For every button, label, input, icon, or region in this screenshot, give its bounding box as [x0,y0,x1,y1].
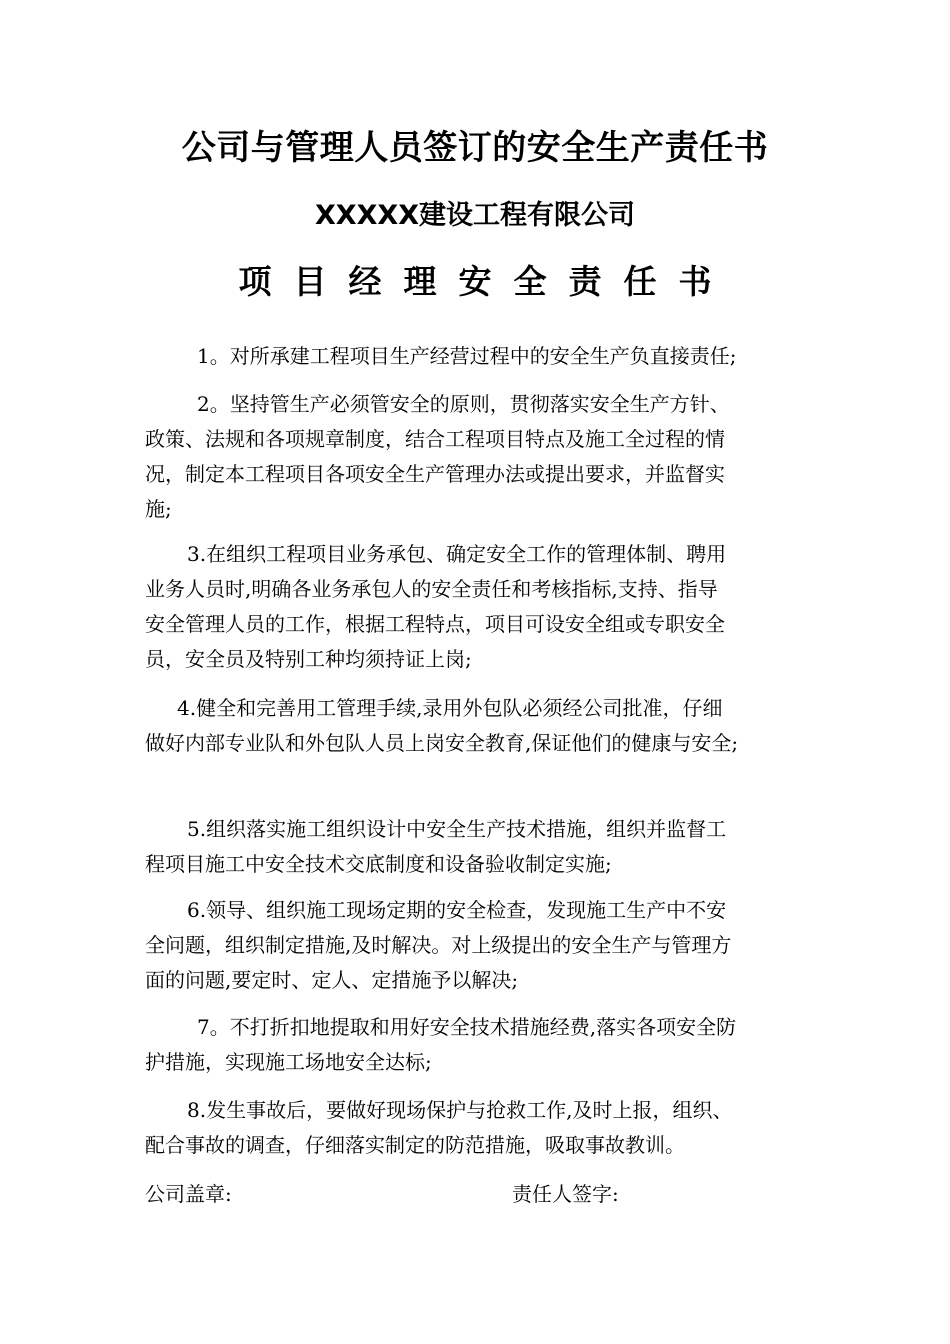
paragraph-6 [145,893,815,998]
paragraph-line: 1。对所承建工程项目生产经营过程中的安全生产负直接责任; [197,344,737,368]
paragraph-4 [145,691,815,761]
paragraph-2 [145,387,815,527]
paragraph-5 [145,812,815,882]
paragraph-line: 2。坚持管生产必须管安全的原则，贯彻落实安全生产方针、 [197,392,730,416]
paragraph-line: 5.组织落实施工组织设计中安全生产技术措施，组织并监督工 [187,817,727,841]
paragraph-line: 员，安全员及特别工种均须持证上岗; [145,647,472,671]
paragraph-line: 做好内部专业队和外包队人员上岗安全教育,保证他们的健康与安全; [145,731,739,755]
paragraph-line: 业务人员时,明确各业务承包人的安全责任和考核指标,支持、指导 [145,577,718,601]
paragraph-line: 3.在组织工程项目业务承包、确定安全工作的管理体制、聘用 [187,542,727,566]
paragraph-line: 6.领导、组织施工现场定期的安全检查，发现施工生产中不安 [187,898,727,922]
paragraph-line: 7。不打折扣地提取和用好安全技术措施经费,落实各项安全防 [197,1015,737,1039]
paragraph-1 [145,339,815,374]
paragraph-8 [145,1093,815,1163]
paragraph-line: 面的问题,要定时、定人、定措施予以解决; [145,968,519,992]
paragraph-line: 安全管理人员的工作，根据工程特点，项目可设安全组或专职安全 [145,612,725,636]
paragraph-line: 程项目施工中安全技术交底制度和设备验收制定实施; [145,852,612,876]
company-name: XXXXX建设工程有限公司 [314,200,636,231]
paragraph-line: 政策、法规和各项规章制度，结合工程项目特点及施工全过程的情 [145,427,725,451]
paragraph-line: 施; [145,497,172,521]
document-title: 公司与管理人员签订的安全生产责任书 [181,128,769,168]
paragraph-line: 全问题，组织制定措施,及时解决。对上级提出的安全生产与管理方 [145,933,732,957]
paragraph-line: 护措施，实现施工场地安全达标; [145,1050,432,1074]
paragraph-line: 配合事故的调查，仔细落实制定的防范措施，吸取事故教训。 [145,1133,685,1157]
signature-label: 责任人签字: [512,1182,619,1206]
paragraph-7 [145,1010,815,1080]
paragraph-line: 况，制定本工程项目各项安全生产管理办法或提出要求，并监督实 [145,462,725,486]
company-seal-label: 公司盖章: [145,1182,232,1206]
paragraph-3 [145,537,815,677]
paragraph-line: 4.健全和完善用工管理手续,录用外包队必须经公司批准，仔细 [177,696,723,720]
document-subtitle: 项目经理安全责任书 [238,262,734,301]
paragraph-line: 8.发生事故后，要做好现场保护与抢救工作,及时上报，组织、 [187,1098,733,1122]
